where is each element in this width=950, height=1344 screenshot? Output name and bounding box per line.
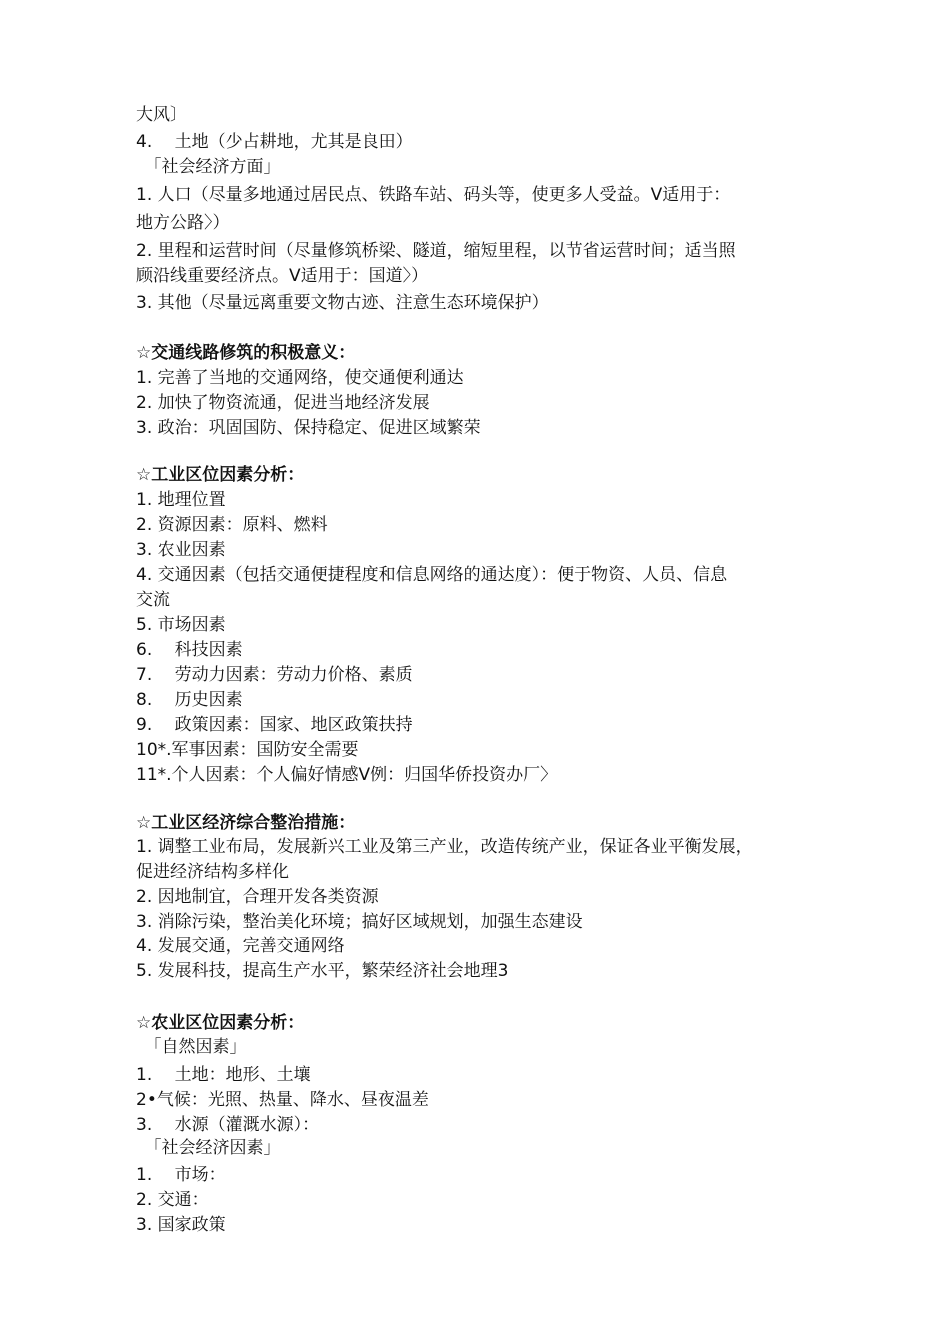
text-line: 7. 劳动力因素：劳动力价格、素质	[136, 665, 413, 685]
text-line: 1. 市场：	[136, 1165, 226, 1185]
subheading: 「社会经济因素」	[136, 1138, 281, 1158]
text-line: 1. 人口（尽量多地通过居民点、铁路车站、码头等，使更多人受益。V适用于：	[136, 185, 731, 205]
text-line: 3. 政治：巩固国防、保持稳定、促进区域繁荣	[136, 418, 481, 438]
section-heading: ☆工业区经济综合整治措施：	[136, 813, 356, 833]
text-line: 顾沿线重要经济点。V适用于：国道〉）	[136, 266, 429, 286]
text-line: 11*.个人因素：个人偏好情感V例：归国华侨投资办厂〉	[136, 765, 558, 785]
text-line: 1. 土地：地形、土壤	[136, 1065, 311, 1085]
section-heading: ☆农业区位因素分析：	[136, 1013, 305, 1033]
text-line: 3. 水源（灌溉水源）：	[136, 1115, 320, 1135]
text-line: 5. 市场因素	[136, 615, 226, 635]
text-line: 5. 发展科技，提高生产水平，繁荣经济社会地理3	[136, 961, 509, 981]
text-line: 1. 调整工业布局，发展新兴工业及第三产业，改造传统产业，保证各业平衡发展，	[136, 837, 753, 857]
text-line: 4. 发展交通，完善交通网络	[136, 936, 345, 956]
subheading: 「自然因素」	[136, 1037, 247, 1057]
text-line: 2•气候：光照、热量、降水、昼夜温差	[136, 1090, 429, 1110]
text-line: 2. 里程和运营时间（尽量修筑桥梁、隧道，缩短里程，以节省运营时间；适当照	[136, 241, 736, 261]
text-line: 2. 因地制宜，合理开发各类资源	[136, 887, 379, 907]
text-line: 地方公路〉）	[136, 213, 230, 233]
text-line: 1. 完善了当地的交通网络，使交通便利通达	[136, 368, 464, 388]
text-line: 3. 消除污染，整治美化环境；搞好区域规划，加强生态建设	[136, 912, 583, 932]
text-line: 3. 国家政策	[136, 1215, 226, 1235]
text-line: 3. 农业因素	[136, 540, 226, 560]
text-line: 3. 其他（尽量远离重要文物古迹、注意生态环境保护）	[136, 293, 549, 313]
text-line: 6. 科技因素	[136, 640, 243, 660]
text-line: 4. 交通因素（包括交通便捷程度和信息网络的通达度）：便于物资、人员、信息	[136, 565, 728, 585]
section-heading: ☆交通线路修筑的积极意义：	[136, 343, 356, 363]
text-line: 交流	[136, 590, 170, 610]
text-line: 促进经济结构多样化	[136, 862, 289, 882]
text-line: 大风〕	[136, 105, 187, 125]
text-line: 2. 加快了物资流通，促进当地经济发展	[136, 393, 430, 413]
text-line: 9. 政策因素：国家、地区政策扶持	[136, 715, 413, 735]
section-heading: ☆工业区位因素分析：	[136, 465, 305, 485]
text-line: 1. 地理位置	[136, 490, 226, 510]
text-line: 2. 资源因素：原料、燃料	[136, 515, 328, 535]
text-line: 8. 历史因素	[136, 690, 243, 710]
text-line: 10*.军事因素：国防安全需要	[136, 740, 359, 760]
text-line: 2. 交通：	[136, 1190, 209, 1210]
subheading: 「社会经济方面」	[136, 157, 281, 177]
text-line: 4. 土地（少占耕地，尤其是良田）	[136, 132, 413, 152]
